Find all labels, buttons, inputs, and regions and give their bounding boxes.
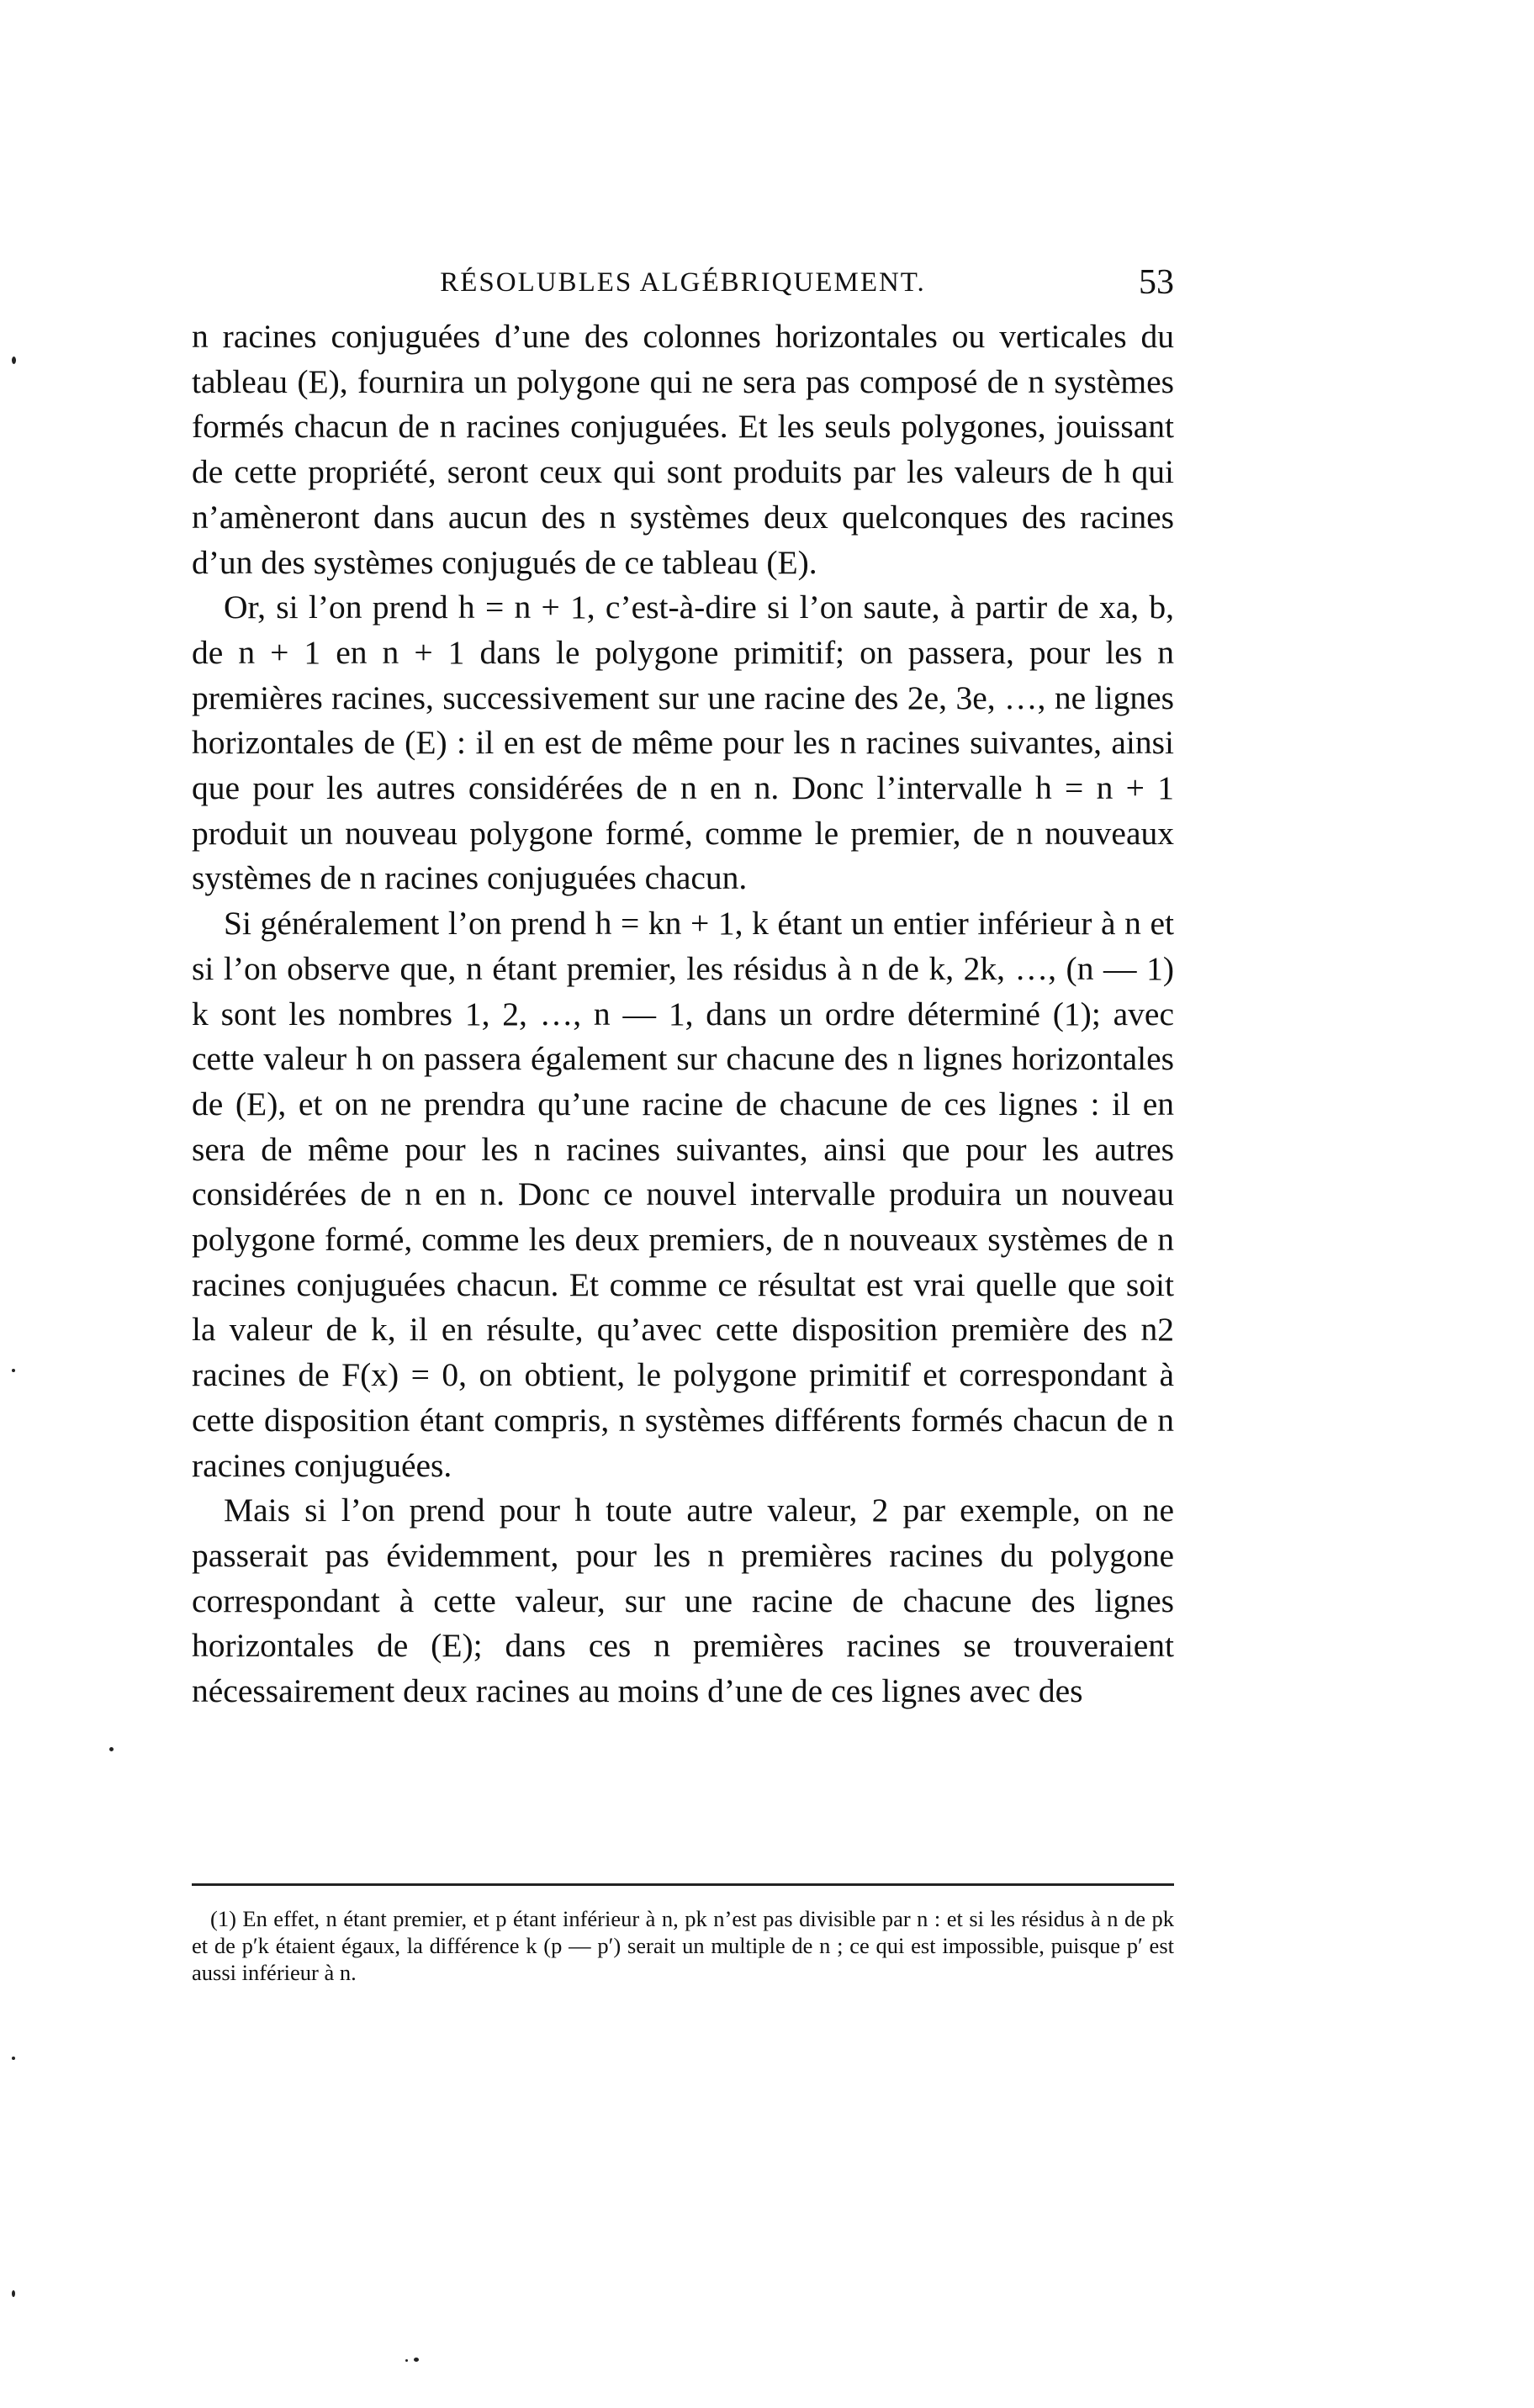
paragraph-2: Or, si l’on prend h = n + 1, c’est-à-dire si l’on saute, à partir de xa, b, de n + 1 en n + 1 dans le polygone primitif; on passera, pour les n premières racines, successivement sur une racine des 2e, 3e, …, ne lignes horizontales de (E) : il en est de même pour les n racines suivantes, ainsi que pour les autres considérées de n en n. Donc l’intervalle h = n + 1 produit un nouveau polygone formé, comme le premier, de n nouveaux systèmes de n racines conjuguées chacun. [192, 589, 1174, 897]
scan-speck [414, 2358, 419, 2362]
scan-speck [405, 2359, 408, 2362]
scan-speck [12, 2290, 15, 2297]
body-text [192, 314, 1174, 1714]
scan-speck [12, 1369, 15, 1372]
paragraph-1: n racines conjuguées d’une des colonnes horizontales ou verticales du tableau (E), fournira un polygone qui ne sera pas composé de n systèmes formés chacun de n racines conjuguées. Et les seuls polygones, jouissant de cette propriété, seront ceux qui sont produits par les valeurs de h qui n’amèneront dans aucun des n systèmes deux quelconques des racines d’un des systèmes conjugués de ce tableau (E). [192, 318, 1174, 581]
paragraph-3: Si généralement l’on prend h = kn + 1, k étant un entier inférieur à n et si l’on observe que, n étant premier, les résidus à n de k, 2k, …, (n — 1) k sont les nombres 1, 2, …, n — 1, dans un ordre déterminé (1); avec cette valeur h on passera également sur chacune des n lignes horizontales de (E), et on ne prendra qu’une racine de chacune de ces lignes : il en sera de même pour les n racines suivantes, ainsi que pour les autres considérées de n en n. Donc ce nouvel intervalle produira un nouveau polygone formé, comme les deux premiers, de n nouveaux systèmes de n racines conjuguées chacun. Et comme ce résultat est vrai quelle que soit la valeur de k, il en résulte, qu’avec cette disposition première des n2 racines de F(x) = 0, on obtient, le polygone primitif et correspondant à cette disposition étant compris, n systèmes différents formés chacun de n racines conjuguées. [192, 905, 1174, 1484]
scan-speck [109, 1747, 114, 1751]
paragraph-4: Mais si l’on prend pour h toute autre valeur, 2 par exemple, on ne passerait pas évidemment, pour les n premières racines du polygone correspondant à cette valeur, sur une racine de chacune des lignes horizontales de (E); dans ces n premières racines se trouveraient nécessairement deux racines au moins d’une de ces lignes avec des [192, 1492, 1174, 1710]
footnote-divider [192, 1883, 1174, 1886]
running-title: RÉSOLUBLES ALGÉBRIQUEMENT. [440, 267, 926, 298]
footnote-text: (1) En effet, n étant premier, et p étant inférieur à n, pk n’est pas divisible par n : et si les résidus à n de pk et de p′k étaient égaux, la différence k (p — p′) serait un multiple de n ; ce qui est impossible, puisque p′ est aussi inférieur à n. [192, 1906, 1174, 1985]
page-header [192, 262, 1174, 304]
scan-speck [12, 2057, 15, 2060]
page-number: 53 [1139, 263, 1174, 302]
scan-speck [12, 356, 16, 364]
footnote [192, 1905, 1174, 1986]
